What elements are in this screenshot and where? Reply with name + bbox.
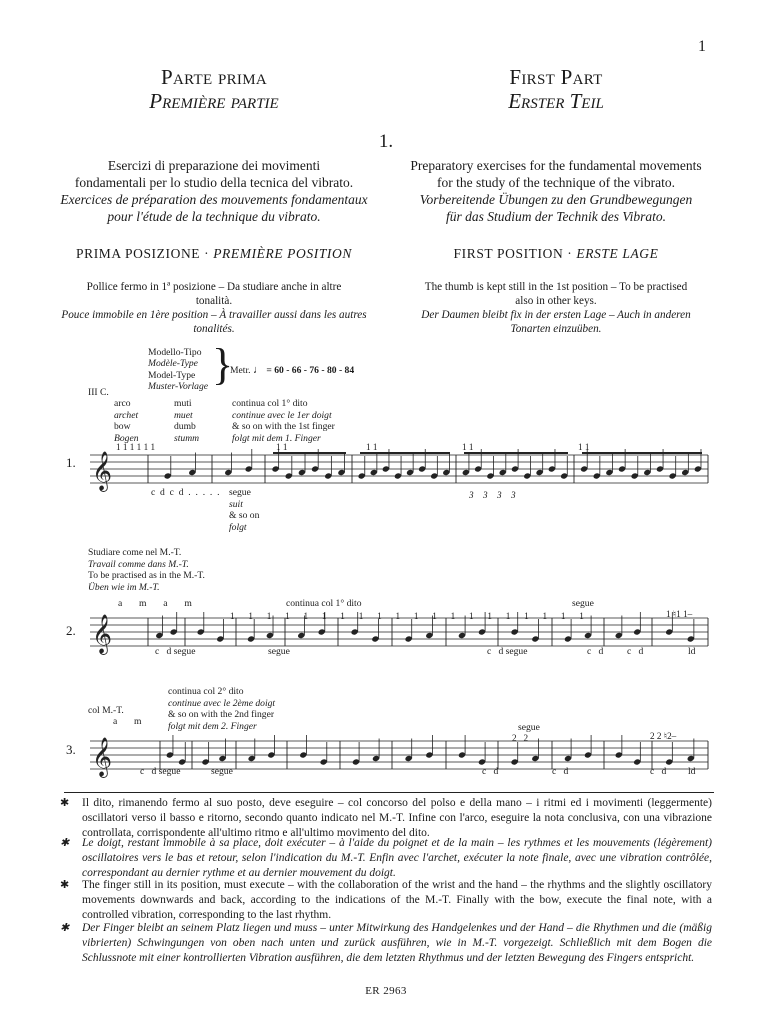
- fingering-ex1-c: 1 1: [462, 442, 474, 452]
- fingering-ex3: 2 2: [512, 733, 529, 743]
- asterisk-icon: ✱: [60, 922, 70, 934]
- asterisk-icon: ✱: [60, 837, 70, 849]
- position-mark: III C.: [88, 387, 109, 398]
- footnote-italian-text: Il dito, rimanendo fermo al suo posto, deve eseguire – col concorso del polso e della mano – i ritmi ed i movimenti (leggermente) oscillatori verso il basso e ritorno, secondo quanto indicato nel M.-T. Infine con l'arco, eseguire la nota conclusiva, con una vibrazione controllata, corrispondente all'ultimo ritmo e all'ultimo movimento del dito.: [82, 797, 712, 839]
- thumb-note-italian: tonalità.: [195, 295, 233, 307]
- exercise-number-1: 1.: [66, 455, 76, 470]
- intro-german-line: für das Studium der Technik des Vibrato.: [445, 209, 667, 224]
- part-title-english: First Part: [509, 65, 603, 89]
- under-ex3-3: c d: [482, 766, 499, 777]
- continua-label: & so on with the 1st finger: [232, 421, 335, 432]
- intro-french-line: pour l'étude de la technique du vibrato.: [107, 209, 321, 224]
- thumb-note-french: Pouce immobile en 1ère position – À travailler aussi dans les autres: [61, 309, 367, 321]
- arco-label: arco: [114, 398, 131, 409]
- intro-english-line: Preparatory exercises for the fundamental movements: [410, 158, 702, 173]
- intro-german-line: Vorbereitende Übungen zu den Grundbewegungen: [419, 192, 693, 207]
- model-type-label: Modello-Tipo: [148, 347, 202, 358]
- thumb-note-english: The thumb is kept still in the 1st position – To be practised: [424, 281, 688, 293]
- thumb-note-german: Tonarten einzuüben.: [510, 323, 602, 335]
- intro-italian-line: Esercizi di preparazione dei movimenti: [107, 158, 321, 173]
- muti-label: stumm: [174, 432, 200, 444]
- segue-top-ex3: segue: [518, 722, 540, 733]
- footnote-german-text: Der Finger bleibt an seinem Platz liegen und muss – unter Mitwirkung des Handgelenkes und der Hand – die Rhythmen und die (mäßig vibrierten) Schwingungen von oben nach unten und zurück ausführen, wie in M.-T. vorgezeigt. Schließlich mit dem Bogen die Schlussnote mit einer kontrollierten Vibration ausführen, die dem letzten Rhythmus und der letzten Bewegung des Fingers entspricht.: [82, 922, 712, 964]
- asterisk-icon: ✱: [60, 797, 70, 809]
- fingering-ex2: 1 1 1 1 1 1 1 1 1 1 1 1 1 1 1 1 1 1 1 1: [230, 611, 584, 621]
- page-number: 1: [698, 38, 706, 55]
- under-ex3-2: segue: [211, 766, 233, 777]
- catalog-number: ER 2963: [365, 985, 407, 997]
- footnote-german: [62, 921, 712, 966]
- under-ex3-4: c d: [552, 766, 569, 777]
- studiare-label: Studiare come nel M.-T.: [88, 547, 182, 558]
- segue-label: suit: [229, 498, 243, 510]
- footnote-rule: [64, 792, 714, 793]
- exercise-number-3: 3.: [66, 742, 76, 757]
- continua-label: folgt mit dem 1. Finger: [232, 432, 321, 444]
- segue-label: folgt: [229, 521, 247, 533]
- under-letters-ex1: c d c d . . . . .: [151, 487, 221, 498]
- triplet-mark: 3: [511, 490, 516, 500]
- arco-label: bow: [114, 421, 131, 432]
- under-ex2-4: c d: [587, 646, 604, 657]
- under-ex2-1: c d segue: [155, 646, 196, 657]
- quarter-note-icon: ♩: [252, 364, 264, 376]
- continua-label: continue avec le 1er doigt: [232, 409, 332, 421]
- bow-letters-ex3: a m: [113, 716, 142, 727]
- metronome-label: Metr.: [230, 365, 251, 376]
- footnote-english: [62, 878, 712, 923]
- thumb-note-french: tonalités.: [193, 323, 235, 335]
- studiare-label: To be practised as in the M.-T.: [88, 570, 205, 581]
- under-ex2-ld: ld: [688, 646, 696, 657]
- thumb-note-english: also in other keys.: [515, 295, 597, 307]
- thumb-note-german: Der Daumen bleibt fix in der ersten Lage – Auch in anderen: [421, 309, 691, 321]
- fingering-ex2-end: 1 ♮1 1–: [666, 609, 693, 619]
- segue-label: segue: [229, 487, 251, 498]
- continua-label: & so on with the 2nd finger: [168, 709, 275, 720]
- position-heading-italian: PRIMA POSIZIONE ·: [76, 246, 214, 261]
- fingering-ex1-b: 1 1: [366, 442, 378, 452]
- segue-label: & so on: [229, 510, 260, 521]
- position-heading-german: ERSTE LAGE: [576, 246, 659, 261]
- segue-top-ex2: segue: [572, 598, 594, 609]
- thumb-note-italian: Pollice fermo in 1ª posizione – Da studiare anche in altre: [86, 281, 342, 293]
- fingering-ex3-end: 2 2 ♮2–: [650, 731, 677, 741]
- triplet-mark: 3: [497, 490, 502, 500]
- muti-label: muet: [174, 409, 193, 421]
- intro-english-line: for the study of the technique of the vibrato.: [436, 175, 676, 190]
- footnote-english-text: The finger still in its position, must execute – with the collaboration of the wrist and the hand – the rhythms and the slightly oscillatory movements downwards and back, according to the indications of the M.-T. Finally with the bow, execute the final note, with a controlled vibration, corresponding to the last rhythm.: [82, 879, 712, 921]
- brace-icon: }: [212, 340, 234, 389]
- continua-label: continua col 1° dito: [232, 398, 308, 409]
- model-type-label: Muster-Vorlage: [148, 380, 209, 392]
- studiare-label: Travail comme dans M.-T.: [88, 558, 189, 570]
- position-heading-french: PREMIÈRE POSITION: [213, 246, 352, 261]
- continua-label: continue avec le 2ème doigt: [168, 697, 276, 709]
- footnote-french-text: Le doigt, restant immobile à sa place, doit exécuter – à l'aide du poignet et de la main – les rythmes et les mouvements (légèrement) oscillatoires vers le bas et retour, selon l'indication du M.-T. Enfin avec l'archet, exécuter la note finale, avec une vibration contrôlée, correspondant au dernier rythme et au dernier mouvement du doigt.: [82, 837, 712, 879]
- under-ex3-1: c d segue: [140, 766, 181, 777]
- treble-clef-icon: 𝄞: [92, 614, 113, 654]
- col-mt-label: col M.-T.: [88, 705, 124, 716]
- under-ex3-5: c d: [650, 766, 667, 777]
- continua-label-ex2: continua col 1° dito: [286, 598, 362, 609]
- muti-label: muti: [174, 398, 192, 409]
- fingering-ex1: 1 1 1 1 1 1: [116, 442, 156, 452]
- part-title-italian: Parte prima: [160, 65, 267, 89]
- under-ex2-2: segue: [268, 646, 290, 657]
- model-type-label: Modèle-Type: [148, 358, 198, 370]
- footnote-french: [62, 836, 712, 881]
- position-heading-english: FIRST POSITION ·: [453, 246, 577, 261]
- under-ex3-ld: ld: [688, 766, 696, 777]
- exercise-number-2: 2.: [66, 623, 76, 638]
- triplet-mark: 3: [469, 490, 474, 500]
- fingering-ex1-a: 1 1: [276, 442, 288, 452]
- continua-label: folgt mit dem 2. Finger: [168, 720, 257, 732]
- bow-letters-ex2: a m a m: [118, 598, 192, 609]
- asterisk-icon: ✱: [60, 879, 70, 891]
- section-number: 1.: [378, 131, 394, 152]
- under-ex2-5: c d: [627, 646, 644, 657]
- under-ex2-3: c d segue: [487, 646, 528, 657]
- arco-label: archet: [114, 409, 139, 421]
- triplet-mark: 3: [483, 490, 488, 500]
- studiare-label: Üben wie im M.-T.: [88, 581, 160, 593]
- continua-label: continua col 2° dito: [168, 686, 244, 697]
- intro-italian-line: fondamentali per lo studio della tecnica del vibrato.: [74, 175, 354, 190]
- intro-french-line: Exercices de préparation des mouvements fondamentaux: [60, 192, 368, 207]
- muti-label: dumb: [174, 421, 196, 432]
- model-type-label: Model-Type: [148, 369, 196, 381]
- fingering-ex1-d: 1 1: [578, 442, 590, 452]
- treble-clef-icon: 𝄞: [92, 451, 113, 491]
- treble-clef-icon: 𝄞: [92, 737, 113, 777]
- arco-label: Bogen: [114, 432, 139, 444]
- part-title-german: Erster Teil: [508, 89, 604, 113]
- metronome-values: = 60 - 66 - 76 - 80 - 84: [266, 365, 355, 376]
- part-title-french: Première partie: [149, 89, 279, 113]
- footnote-italian: [62, 796, 712, 841]
